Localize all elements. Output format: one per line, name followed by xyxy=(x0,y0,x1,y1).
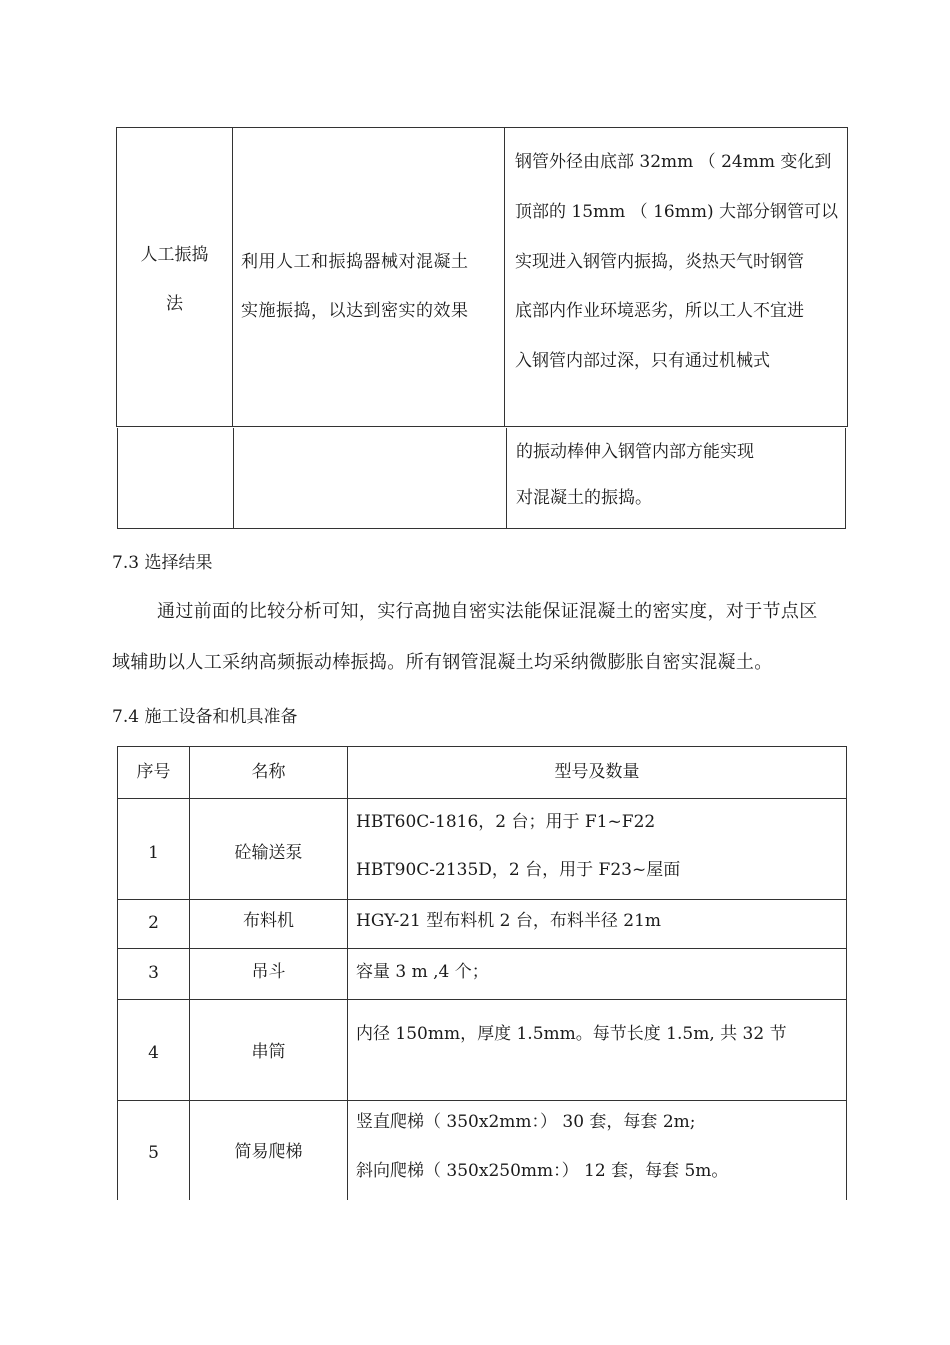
table-cell-spec-line: HGY-21 型布料机 2 台，布料半径 21m xyxy=(356,911,662,931)
method-description-line: 实施振捣，以达到密实的效果 xyxy=(241,301,469,321)
table-header-spec: 型号及数量 xyxy=(554,762,640,782)
table-cell-name: 布料机 xyxy=(243,911,294,931)
table-cell-name: 串筒 xyxy=(251,1042,286,1062)
table-cell-name: 简易爬梯 xyxy=(234,1142,303,1162)
method-note-line: 钢管外径由底部 32mm （ 24mm 变化到 xyxy=(515,152,832,172)
section-heading-7-4: 7.4 施工设备和机具准备 xyxy=(112,707,298,727)
table-cell-no: 4 xyxy=(148,1043,159,1063)
table-cell-name: 吊斗 xyxy=(251,962,286,982)
method-name-line: 人工振捣 xyxy=(140,245,209,265)
table-cell-spec-line: HBT60C-1816，2 台；用于 F1~F22 xyxy=(356,812,656,832)
method-description-line: 利用人工和振捣器械对混凝土 xyxy=(241,252,469,272)
table-header-no: 序号 xyxy=(136,762,171,782)
method-note-line: 底部内作业环境恶劣，所以工人不宜进 xyxy=(515,301,804,321)
table-cell-name: 砼输送泵 xyxy=(234,843,303,863)
method-note-line: 入钢管内部过深，只有通过机械式 xyxy=(515,351,770,371)
table-cell-no: 5 xyxy=(148,1143,159,1163)
table-cell-spec-line: HBT90C-2135D，2 台，用于 F23~屋面 xyxy=(356,860,681,880)
table-cell-no: 1 xyxy=(148,843,159,863)
method-note-continued-line: 对混凝土的振捣。 xyxy=(516,488,652,508)
section-7-3-paragraph-line: 域辅助以人工采纳高频振动棒振捣。所有钢管混凝土均采纳微膨胀自密实混凝土。 xyxy=(112,652,773,673)
method-name-line: 法 xyxy=(166,294,183,314)
table-cell-spec-line: 斜向爬梯（ 350x250mm：） 12 套，每套 5m。 xyxy=(356,1161,729,1181)
table-cell-no: 3 xyxy=(148,963,159,983)
method-note-line: 实现进入钢管内振捣，炎热天气时钢管 xyxy=(515,252,804,272)
method-note-line: 顶部的 15mm （ 16mm) 大部分钢管可以 xyxy=(515,202,838,222)
table-cell-spec-line: 竖直爬梯（ 350x2mm：） 30 套，每套 2m; xyxy=(356,1112,696,1132)
section-7-3-paragraph-line: 通过前面的比较分析可知，实行高抛自密实法能保证混凝土的密实度，对于节点区 xyxy=(157,601,818,622)
table-cell-spec-line: 容量 3 m ,4 个； xyxy=(356,962,489,982)
method-note-continued-line: 的振动棒伸入钢管内部方能实现 xyxy=(516,442,754,462)
table-cell-no: 2 xyxy=(148,913,159,933)
table-cell-spec-line: 内径 150mm，厚度 1.5mm。每节长度 1.5m, 共 32 节 xyxy=(356,1024,787,1044)
section-heading-7-3: 7.3 选择结果 xyxy=(112,553,213,573)
table-header-name: 名称 xyxy=(251,762,286,782)
